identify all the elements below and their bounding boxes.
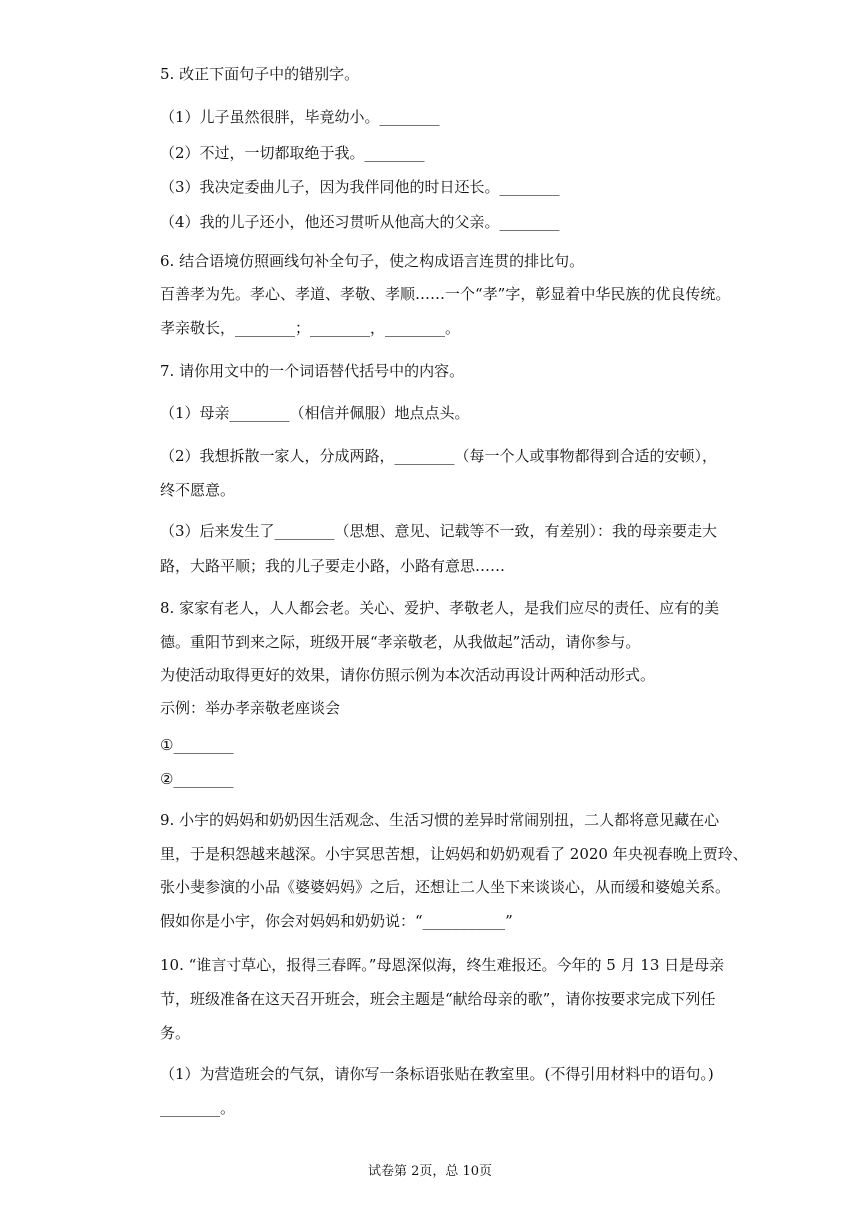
q8-blank-2: ②________ xyxy=(160,770,234,788)
q5-item-2: （2）不过，一切都取绝于我。________ xyxy=(160,144,425,162)
q10-item-1: （1）为营造班会的气氛，请你写一条标语张贴在教室里。(不得引用材料中的语句。) xyxy=(160,1065,714,1083)
q10-line-3: 务。 xyxy=(160,1024,191,1042)
q10-item-1-blank: ________。 xyxy=(160,1099,236,1117)
page-footer: 试卷第 2页，总 10页 xyxy=(367,1164,493,1179)
q10-line-1: 10. “谁言寸草心，报得三春晖。”母恩深似海，终生难报还。今年的 5 月 13 日是母亲 xyxy=(160,956,725,974)
q9-line-2: 里，于是积怨越来越深。小宇冥思苦想，让妈妈和奶奶观看了 2020 年央视春晚上贾玲、 xyxy=(160,845,748,863)
q7-item-2-cont: 终不愿意。 xyxy=(160,481,236,499)
q7-item-3-cont: 路，大路平顺；我的儿子要走小路，小路有意思…… xyxy=(160,557,506,575)
q6-blanks: 孝亲敬长，________；________，________。 xyxy=(160,319,461,337)
q7-item-1: （1）母亲________（相信并佩服）地点点头。 xyxy=(160,404,470,422)
q10-line-2: 节，班级准备在这天召开班会，班会主题是“献给母亲的歌”，请你按要求完成下列任 xyxy=(160,990,716,1008)
q5-item-1: （1）儿子虽然很胖，毕竟幼小。________ xyxy=(160,108,440,126)
q5-item-3: （3）我决定委曲儿子，因为我伴同他的时日还长。________ xyxy=(160,178,560,196)
q9-line-4: 假如你是小宇，你会对妈妈和奶奶说：“___________” xyxy=(160,912,513,930)
q6-title: 6. 结合语境仿照画线句补全句子，使之构成语言连贯的排比句。 xyxy=(160,252,585,270)
q9-line-3: 张小斐参演的小品《婆婆妈妈》之后，还想让二人坐下来谈谈心，从而缓和婆媳关系。 xyxy=(160,878,731,896)
q8-line-3: 为使活动取得更好的效果，请你仿照示例为本次活动再设计两种活动形式。 xyxy=(160,666,656,684)
q8-line-1: 8. 家家有老人，人人都会老。关心、爱护、孝敬老人，是我们应尽的责任、应有的美 xyxy=(160,599,720,617)
q5-item-4: （4）我的儿子还小，他还习贯听从他高大的父亲。________ xyxy=(160,213,560,231)
q8-blank-1: ①________ xyxy=(160,736,234,754)
q7-item-2: （2）我想拆散一家人，分成两路，________（每一个人或事物都得到合适的安顿）， xyxy=(160,447,718,465)
q7-title: 7. 请你用文中的一个词语替代括号中的内容。 xyxy=(160,362,465,380)
q5-title: 5. 改正下面句子中的错别字。 xyxy=(160,65,360,83)
q7-item-3: （3）后来发生了________（思想、意见、记载等不一致，有差别）：我的母亲要走大 xyxy=(160,522,718,540)
q6-context: 百善孝为先。孝心、孝道、孝敬、孝顺……一个“孝”字，彰显着中华民族的优良传统。 xyxy=(160,285,731,303)
q8-line-2: 德。重阳节到来之际，班级开展“孝亲敬老，从我做起”活动，请你参与。 xyxy=(160,633,641,651)
q9-line-1: 9. 小宇的妈妈和奶奶因生活观念、生活习惯的差异时常闹别扭，二人都将意见藏在心 xyxy=(160,811,720,829)
q8-example: 示例：举办孝亲敬老座谈会 xyxy=(160,699,341,717)
